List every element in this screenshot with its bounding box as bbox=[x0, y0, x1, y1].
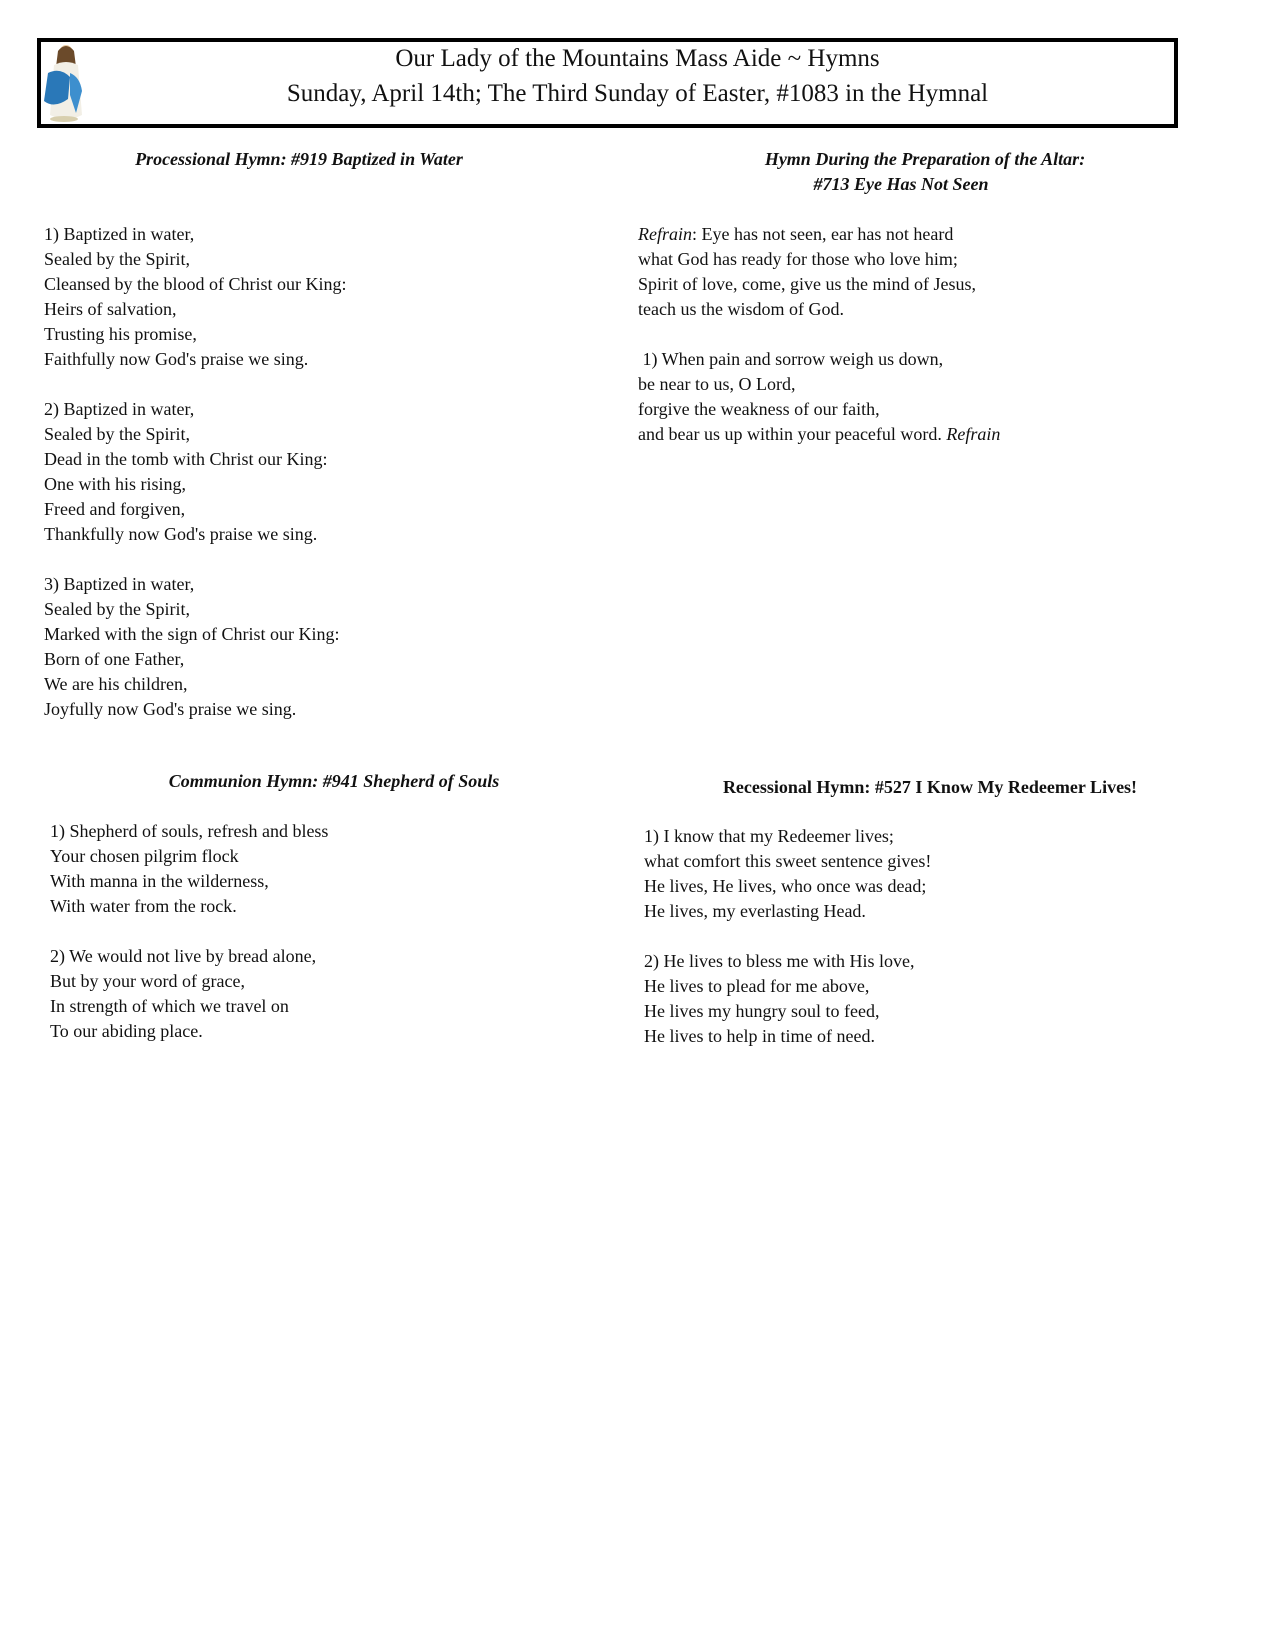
processional-title: Processional Hymn: #919 Baptized in Water bbox=[135, 149, 463, 169]
lyric-line: In strength of which we travel on bbox=[50, 996, 289, 1016]
lyric-line: He lives, He lives, who once was dead; bbox=[644, 876, 927, 896]
communion-title: Communion Hymn: #941 Shepherd of Souls bbox=[168, 771, 500, 791]
lyric-line: Born of one Father, bbox=[44, 649, 185, 669]
header-subtitle: Sunday, April 14th; The Third Sunday of Easter, #1083 in the Hymnal bbox=[286, 80, 989, 107]
preparation-title-line2: #713 Eye Has Not Seen bbox=[813, 174, 989, 194]
lyric-line: Your chosen pilgrim flock bbox=[50, 846, 239, 866]
lyric-line: 1) When pain and sorrow weigh us down, bbox=[638, 349, 944, 369]
lyric-line: Trusting his promise, bbox=[44, 324, 197, 344]
lyric-line: But by your word of grace, bbox=[50, 971, 245, 991]
lyric-line: : Eye has not seen, ear has not heard bbox=[692, 224, 954, 244]
lyric-line: We are his children, bbox=[44, 674, 188, 694]
lyric-line: He lives to help in time of need. bbox=[644, 1026, 875, 1046]
lyric-line: He lives, my everlasting Head. bbox=[644, 901, 866, 921]
recessional-lyrics bbox=[644, 824, 931, 1049]
lyric-line: With manna in the wilderness, bbox=[50, 871, 269, 891]
lyric-line: Thankfully now God's praise we sing. bbox=[44, 524, 318, 544]
lyric-line: 1) I know that my Redeemer lives; bbox=[644, 826, 894, 846]
lyric-line: what comfort this sweet sentence gives! bbox=[644, 851, 932, 871]
lyric-line: Joyfully now God's praise we sing. bbox=[44, 699, 297, 719]
lyric-line: forgive the weakness of our faith, bbox=[638, 399, 880, 419]
lyric-line: Dead in the tomb with Christ our King: bbox=[44, 449, 328, 469]
lyric-line: Sealed by the Spirit, bbox=[44, 249, 190, 269]
lyric-line: and bear us up within your peaceful word. bbox=[638, 424, 947, 444]
header-title: Our Lady of the Mountains Mass Aide ~ Hymns bbox=[395, 45, 880, 72]
preparation-lyrics bbox=[638, 222, 1000, 447]
refrain-label: Refrain bbox=[638, 224, 692, 244]
lyric-line: Spirit of love, come, give us the mind of Jesus, bbox=[638, 274, 976, 294]
lyric-line: He lives to plead for me above, bbox=[644, 976, 870, 996]
lyric-line: 1) Shepherd of souls, refresh and bless bbox=[50, 821, 329, 841]
lyric-line: 2) He lives to bless me with His love, bbox=[644, 951, 915, 971]
lyric-line: 1) Baptized in water, bbox=[44, 224, 195, 244]
lyric-line: teach us the wisdom of God. bbox=[638, 299, 844, 319]
lyric-line: With water from the rock. bbox=[50, 896, 237, 916]
refrain-cue: Refrain bbox=[946, 424, 1001, 444]
lyric-line: To our abiding place. bbox=[50, 1021, 203, 1041]
lyric-line: Freed and forgiven, bbox=[44, 499, 186, 519]
lyric-line: what God has ready for those who love him; bbox=[638, 249, 958, 269]
processional-lyrics bbox=[44, 222, 346, 722]
lyric-line: Heirs of salvation, bbox=[44, 299, 177, 319]
lyric-line: Faithfully now God's praise we sing. bbox=[44, 349, 309, 369]
lyric-line: be near to us, O Lord, bbox=[638, 374, 796, 394]
communion-lyrics bbox=[50, 819, 328, 1044]
lyric-line: Marked with the sign of Christ our King: bbox=[44, 624, 340, 644]
preparation-title-line1: Hymn During the Preparation of the Altar: bbox=[764, 149, 1086, 169]
lyric-line: He lives my hungry soul to feed, bbox=[644, 1001, 880, 1021]
lyric-line: 3) Baptized in water, bbox=[44, 574, 195, 594]
lyric-line: 2) Baptized in water, bbox=[44, 399, 195, 419]
preparation-title bbox=[620, 147, 1230, 197]
recessional-title: Recessional Hymn: #527 I Know My Redeemer Lives! bbox=[722, 777, 1138, 797]
lyric-line: Sealed by the Spirit, bbox=[44, 424, 190, 444]
lyric-line: Sealed by the Spirit, bbox=[44, 599, 190, 619]
lyric-line: Cleansed by the blood of Christ our King: bbox=[44, 274, 347, 294]
lyric-line: One with his rising, bbox=[44, 474, 186, 494]
lyric-line: 2) We would not live by bread alone, bbox=[50, 946, 317, 966]
